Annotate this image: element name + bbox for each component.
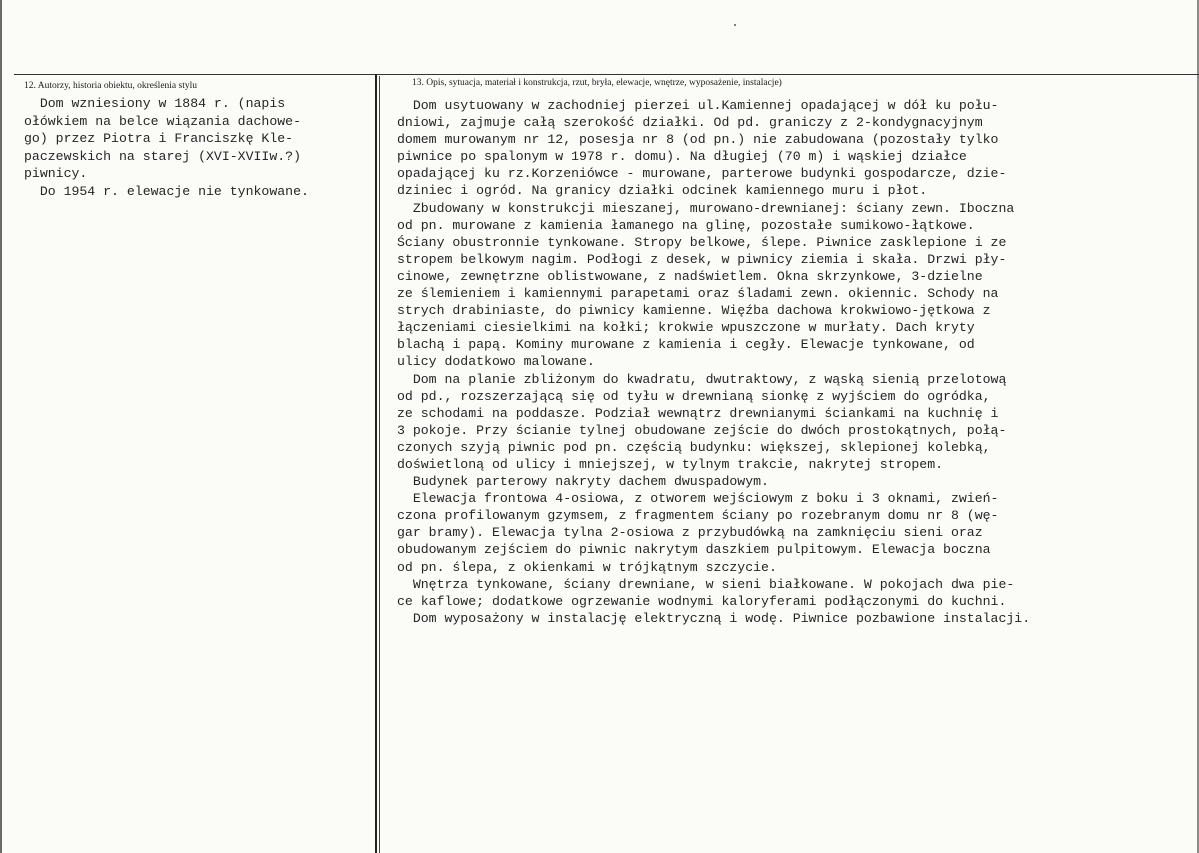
text-line: dniowi, zajmuje całą szerokość działki. Od pd. graniczy z 2-kondygnacyjnym xyxy=(397,115,983,131)
text-line: łączeniami ciesielkimi na kołki; krokwie wpuszczone w murłaty. Dach kryty xyxy=(397,320,975,336)
left-edge xyxy=(0,0,2,853)
text-line: opadającej ku rz.Korzeniówce - murowane, parterowe budynki gospodarcze, dzie- xyxy=(397,166,1007,182)
text-line: od pd., rozszerzającą się od tyłu w drewnianą sionkę z wyjściem do ogródka, xyxy=(397,388,991,404)
text-line: piwnice po spalonym w 1978 r. domu). Na długiej (70 m) i wąskiej działce xyxy=(397,149,967,165)
text-line: gar bramy). Elewacja tylna 2-osiowa z przybudówką na zamknięciu sieni oraz xyxy=(397,525,983,541)
text-line: od pn. ślepa, z okienkami w trójkątnym szczycie. xyxy=(397,559,777,575)
text-line: Do 1954 r. elewacje nie tynkowane. xyxy=(24,183,309,199)
text-line: Ściany obustronnie tynkowane. Stropy belkowe, ślepe. Piwnice zasklepione i ze xyxy=(397,234,1007,250)
text-line: 3 pokoje. Przy ścianie tylnej obudowane zejście do dwóch prostokątnych, połą- xyxy=(397,422,1007,438)
text-line: ce kaflowe; dodatkowe ogrzewanie wodnymi kaloryferami podłączonymi do kuchni. xyxy=(397,593,1007,609)
text-line: Dom wzniesiony w 1884 r. (napis xyxy=(24,96,286,111)
text-line: obudowanym zejściem do piwnic nakrytym daszkiem pulpitowym. Elewacja boczna xyxy=(397,542,991,558)
text-line: od pn. murowane z kamienia łamanego na glinę, pozostałe sumikowo-łątkowe. xyxy=(397,217,975,233)
text-line: czona profilowanym gzymsem, z fragmentem ściany po rozebranym domu nr 8 (wę- xyxy=(397,508,999,524)
text-line: ulicy dodatkowo malowane. xyxy=(397,354,595,370)
section-13-header: 13. Opis, sytuacja, materiał i konstrukcja, rzut, bryła, elewacje, wnętrze, wyposażenie, instalacje) xyxy=(412,78,782,88)
text-line: domem murowanym nr 12, posesja nr 8 (od pn.) nie zabudowana (pozostały tylko xyxy=(397,132,999,148)
text-line: blachą i papą. Kominy murowane z kamienia i cegły. Elewacje tynkowane, od xyxy=(397,337,975,353)
text-line: stropem belkowym nagim. Podłogi z desek, w piwnicy ziemia i skała. Drzwi pły- xyxy=(397,251,1007,267)
column-divider-inner xyxy=(379,76,380,853)
text-line: piwnicy. xyxy=(24,166,88,182)
text-line: Dom usytuowany w zachodniej pierzei ul.Kamiennej opadającej w dół ku połu- xyxy=(397,98,999,113)
section-12-text xyxy=(24,95,369,201)
text-line: Elewacja frontowa 4-osiowa, z otworem wejściowym z boku i 3 oknami, zwień- xyxy=(397,491,999,507)
section-13-text xyxy=(397,97,1187,627)
top-rule xyxy=(14,74,1199,75)
text-line: Budynek parterowy nakryty dachem dwuspadowym. xyxy=(397,474,769,490)
text-line: ze schodami na poddasze. Podział wewnątrz drewnianymi ściankami na kuchnię i xyxy=(397,405,999,421)
text-line: Dom na planie zbliżonym do kwadratu, dwutraktowy, z wąską sienią przelotową xyxy=(397,371,1007,387)
text-line: Wnętrza tynkowane, ściany drewniane, w sieni białkowane. W pokojach dwa pie- xyxy=(397,576,1015,592)
text-line: Zbudowany w konstrukcji mieszanej, murowano-drewnianej: ściany zewn. Iboczna xyxy=(397,200,1015,216)
text-line: go) przez Piotra i Franciszkę Kle- xyxy=(24,131,294,147)
punch-dot xyxy=(734,24,736,26)
text-line: strych drabiniaste, do piwnicy kamienne. Więźba dachowa krokwiowo-jętkowa z xyxy=(397,303,991,319)
section-12-header: 12. Autorzy, historia obiektu, określenia stylu xyxy=(24,81,197,91)
text-line: ołówkiem na belce wiązania dachowe- xyxy=(24,113,301,129)
text-line: cinowe, zewnętrzne oblistwowane, z nadświetlem. Okna skrzynkowe, 3-dzielne xyxy=(397,268,983,284)
text-line: paczewskich na starej (XVI-XVIIw.?) xyxy=(24,148,301,164)
text-line: doświetloną od ulicy i mniejszej, w tylnym trakcie, nakrytej stropem. xyxy=(397,456,944,472)
text-line: Dom wyposażony w instalację elektryczną i wodę. Piwnice pozbawione instalacji. xyxy=(397,610,1031,626)
column-divider xyxy=(375,74,377,853)
text-line: dziniec i ogród. Na granicy działki odcinek kamiennego muru i płot. xyxy=(397,183,928,199)
text-line: ze ślemieniem i kamiennymi parapetami oraz śladami zewn. okiennic. Schody na xyxy=(397,286,999,302)
text-line: czonych szyją piwnic pod pn. częścią budynku: większej, sklepionej kolebką, xyxy=(397,439,991,455)
